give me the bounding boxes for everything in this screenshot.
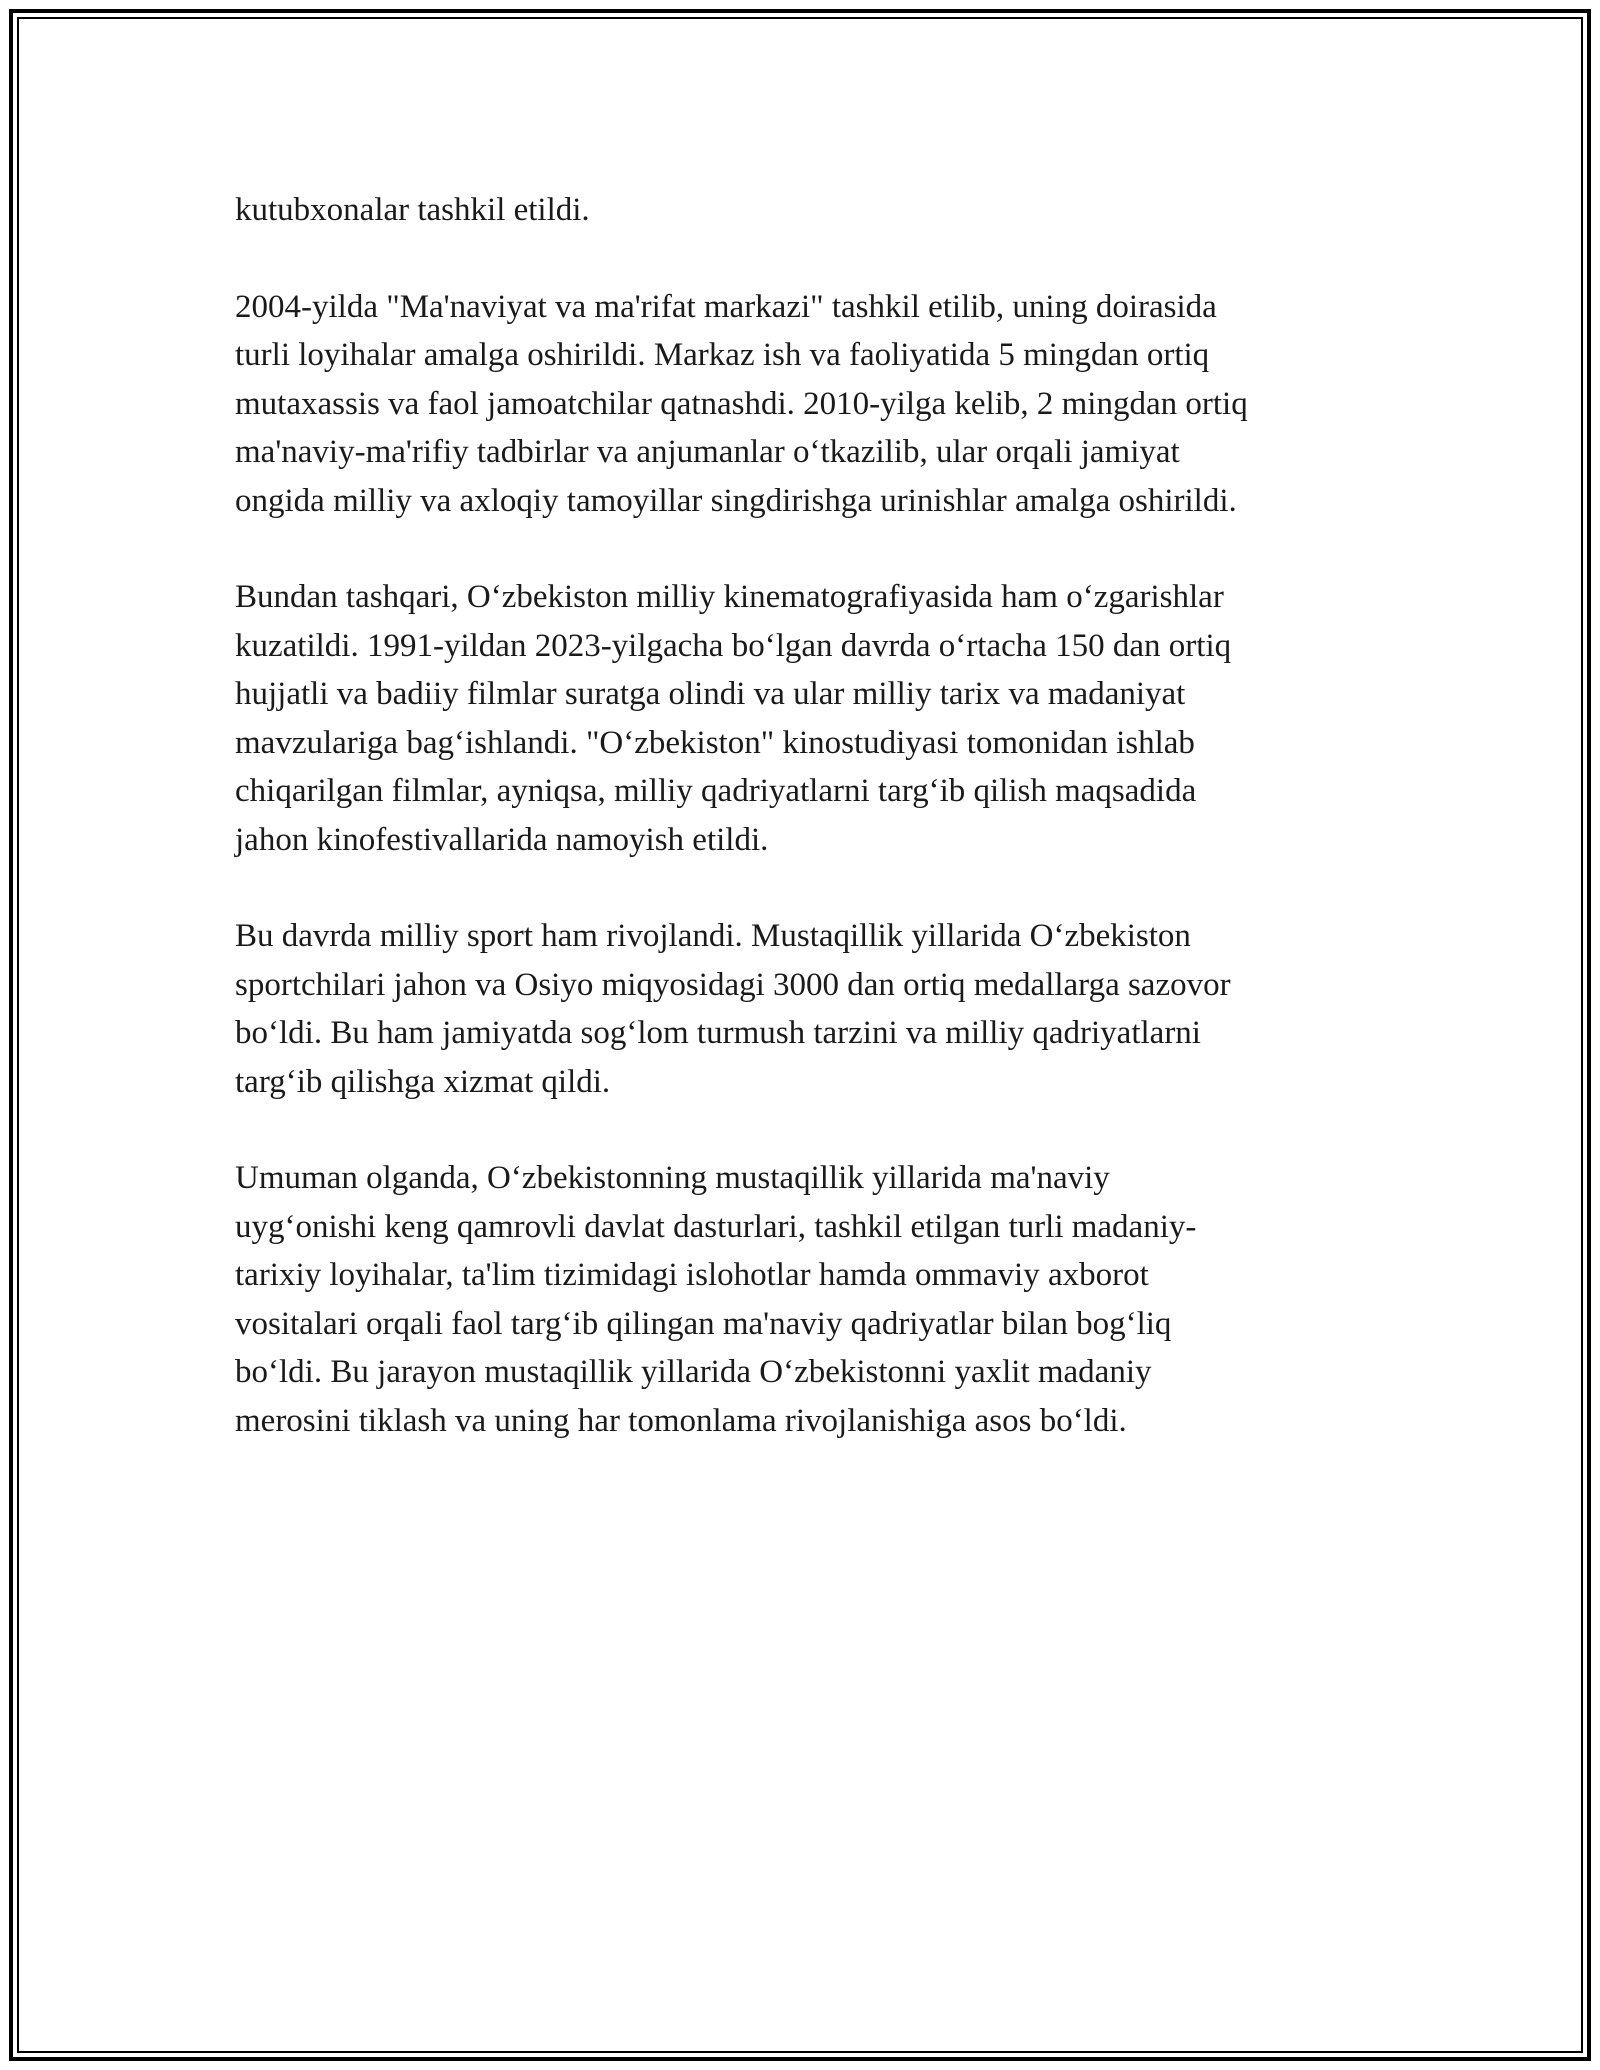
paragraph-continuation: kutubxonalar tashkil etildi. (235, 192, 590, 228)
document-body (235, 186, 1375, 1493)
paragraph-manaviyat-markazi: 2004-yilda "Ma'naviyat va ma'rifat markazi" tashkil etilib, uning doirasida turli loyihalar amalga oshirildi. Markaz ish va faoliyatida 5 mingdan ortiq mutaxassis va faol jamoatchilar qatnashdi. 2010-yilga kelib, 2 mingdan ortiq ma'naviy-ma'rifiy tadbirlar va anjumanlar oʻtkazilib, ular orqali jamiyat ongida milliy va axloqiy tamoyillar singdirishga urinishlar amalga oshirildi. (235, 288, 1248, 519)
paragraph-kinematografiya: Bundan tashqari, Oʻzbekiston milliy kinematografiyasida ham oʻzgarishlar kuzatildi. 1991-yildan 2023-yilgacha boʻlgan davrda oʻrtacha 150 dan ortiq hujjatli va badiiy filmlar suratga olindi va ular milliy tarix va madaniyat mavzulariga bagʻishlandi. "Oʻzbekiston" kinostudiyasi tomonidan ishlab chiqarilgan filmlar, ayniqsa, milliy qadriyatlarni targʻib qilish maqsadida jahon kinofestivallarida namoyish etildi. (235, 579, 1232, 858)
paragraph-sport: Bu davrda milliy sport ham rivojlandi. Mustaqillik yillarida Oʻzbekiston sportchilari jahon va Osiyo miqyosidagi 3000 dan ortiq medallarga sazovor boʻldi. Bu ham jamiyatda sogʻlom turmush tarzini va milliy qadriyatlarni targʻib qilishga xizmat qildi. (235, 918, 1231, 1100)
paragraph-conclusion: Umuman olganda, Oʻzbekistonning mustaqillik yillarida ma'naviy uygʻonishi keng qamrovli davlat dasturlari, tashkil etilgan turli madaniy- tarixiy loyihalar, ta'lim tizimidagi islohotlar hamda ommaviy axborot vositalari orqali faol targʻib qilingan ma'naviy qadriyatlar bilan bogʻliq boʻldi. Bu jarayon mustaqillik yillarida Oʻzbekistonni yaxlit madaniy merosini tiklash va uning har tomonlama rivojlanishiga asos boʻldi. (235, 1160, 1197, 1439)
